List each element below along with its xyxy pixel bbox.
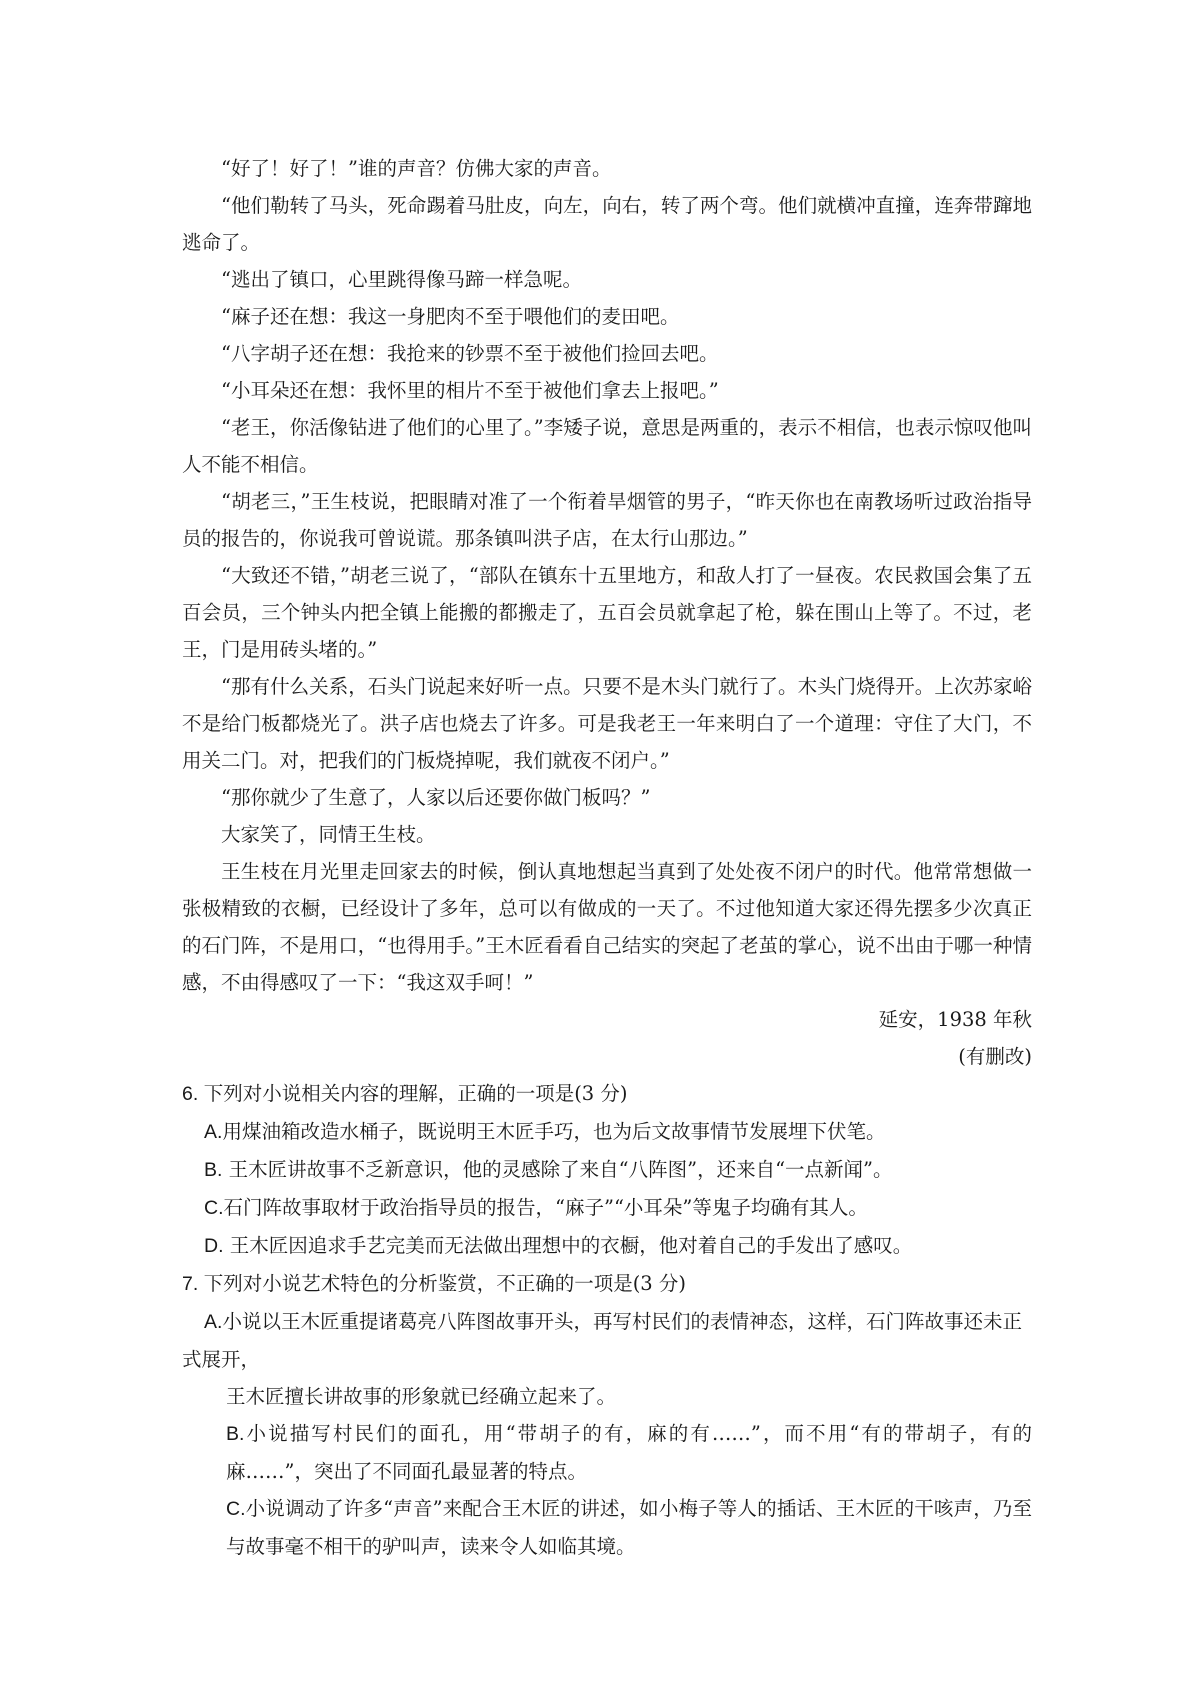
- place-date: 延安，1938 年秋: [878, 1008, 1032, 1031]
- revision-note: (有删改): [958, 1045, 1032, 1068]
- question-number: 6.: [182, 1083, 199, 1105]
- story-paragraph: 王生枝在月光里走回家去的时候，倒认真地想起当真到了处处夜不闭户的时代。他常常想做一张极精致的衣橱，已经设计了多年，总可以有做成的一天了。不过他知道大家还得先摆多少次真正的石门阵，不是用口，“也得用手。”王木匠看看自己结实的突起了老茧的掌心，说不出由于哪一种情感，不由得感叹了一下：“我这双手呵！”: [182, 860, 1032, 994]
- story-paragraph: “胡老三，”王生枝说，把眼睛对准了一个衔着旱烟管的男子，“昨天你也在南教场听过政治指导员的报告的，你说我可曾说谎。那条镇叫洪子店，在太行山那边。”: [182, 490, 1032, 550]
- story-paragraph: “逃出了镇口，心里跳得像马蹄一样急呢。: [221, 268, 582, 291]
- option-6b: [182, 1151, 1032, 1189]
- question-6: [182, 1075, 1032, 1113]
- story-paragraph: “那有什么关系，石头门说起来好听一点。只要不是木头门就行了。木头门烧得开。上次苏家峪不是给门板都烧光了。洪子店也烧去了许多。可是我老王一年来明白了一个道理：守住了大门，不用关二门。对，把我们的门板烧掉呢，我们就夜不闭户。”: [182, 675, 1032, 772]
- story-paragraph: “好了！好了！”谁的声音？仿佛大家的声音。: [221, 157, 612, 180]
- story-paragraph: “麻子还在想：我这一身肥肉不至于喂他们的麦田吧。: [221, 305, 680, 328]
- story-paragraph: “那你就少了生意了，人家以后还要你做门板吗？”: [221, 786, 651, 809]
- story-paragraph: “八字胡子还在想：我抢来的钞票不至于被他们捡回去吧。: [221, 342, 719, 365]
- story-paragraph: “大致还不错，”胡老三说了，“部队在镇东十五里地方，和敌人打了一昼夜。农民救国会集了五百会员，三个钟头内把全镇上能搬的都搬走了，五百会员就拿起了枪，躲在围山上等了。不过，老王，门是用砖头堵的。”: [182, 564, 1032, 661]
- option-text: 小说调动了许多“声音”来配合王木匠的讲述，如小梅子等人的插话、王木匠的干咳声，乃至与故事毫不相干的驴叫声，读来令人如临其境。: [226, 1497, 1032, 1558]
- question-7: [182, 1265, 1032, 1303]
- story-paragraph: “他们勒转了马头，死命踢着马肚皮，向左，向右，转了两个弯。他们就横冲直撞，连奔带蹿地逃命了。: [182, 194, 1032, 254]
- option-text: 小说描写村民们的面孔，用“带胡子的有，麻的有……”，而不用“有的带胡子，有的麻……”，突出了不同面孔最显著的特点。: [226, 1422, 1032, 1483]
- option-letter: A.: [204, 1121, 223, 1143]
- option-letter: A.: [204, 1311, 223, 1333]
- option-letter: B.: [226, 1423, 245, 1445]
- option-letter: C.: [226, 1498, 246, 1520]
- option-text: 王木匠讲故事不乏新意识，他的灵感除了来自“八阵图”，还来自“一点新闻”。: [222, 1158, 893, 1181]
- story-paragraph: “小耳朵还在想：我怀里的相片不至于被他们拿去上报吧。”: [221, 379, 719, 402]
- option-7b: [182, 1415, 1032, 1490]
- option-7a-continuation: 王木匠擅长讲故事的形象就已经确立起来了。: [226, 1385, 617, 1408]
- option-letter: B.: [204, 1159, 223, 1181]
- option-6d: [182, 1227, 1032, 1265]
- option-text: 小说以王木匠重提诸葛亮八阵图故事开头，再写村民们的表情神态，这样，石门阵故事还未正式展开，: [182, 1310, 1022, 1371]
- option-6a: [182, 1113, 1032, 1151]
- option-text: 石门阵故事取材于政治指导员的报告，“麻子”“小耳朵”等鬼子均确有其人。: [223, 1196, 868, 1219]
- option-7c: [182, 1490, 1032, 1565]
- option-text: 王木匠因追求手艺完美而无法做出理想中的衣橱，他对着自己的手发出了感叹。: [223, 1234, 913, 1257]
- option-letter: D.: [204, 1235, 224, 1257]
- option-letter: C.: [204, 1197, 224, 1219]
- question-text: 下列对小说相关内容的理解，正确的一项是(3 分): [203, 1082, 628, 1105]
- question-text: 下列对小说艺术特色的分析鉴赏，不正确的一项是(3 分): [203, 1272, 687, 1295]
- story-paragraph: “老王，你活像钻进了他们的心里了。”李矮子说，意思是两重的，表示不相信，也表示惊叹他叫人不能不相信。: [182, 416, 1032, 476]
- option-6c: [182, 1189, 1032, 1227]
- document-page: [182, 150, 1032, 1565]
- option-7a: [182, 1303, 1032, 1378]
- option-text: 用煤油箱改造水桶子，既说明王木匠手巧，也为后文故事情节发展埋下伏笔。: [222, 1120, 886, 1143]
- question-number: 7.: [182, 1273, 199, 1295]
- story-paragraph: 大家笑了，同情王生枝。: [221, 823, 436, 846]
